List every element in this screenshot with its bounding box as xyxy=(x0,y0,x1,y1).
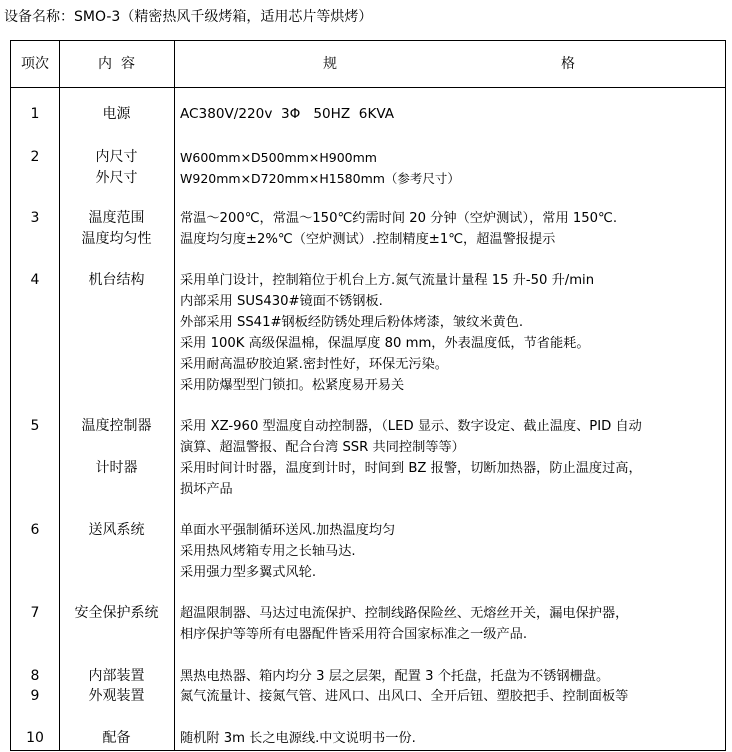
spec-line: W600mm×D500mm×H900mm xyxy=(180,150,377,165)
item-line: 外尺寸 xyxy=(95,170,138,186)
row-spec xyxy=(180,104,394,125)
row-item xyxy=(58,147,175,189)
row-spec xyxy=(180,270,594,396)
spec-line: 采用单门设计，控制箱位于机台上方.氮气流量计量程 15 升-50 升/min xyxy=(180,273,595,288)
row-number: 7 xyxy=(30,605,40,621)
spec-line: 内部采用 SUS430#镜面不锈钢板. xyxy=(180,294,383,309)
table-bottom-border xyxy=(10,750,726,751)
spec-line: AC380V/220v 3Φ 50HZ 6KVA xyxy=(180,106,395,122)
header-spec-right: 格 xyxy=(561,56,575,72)
row-number: 4 xyxy=(30,272,40,288)
row-item: 机台结构 xyxy=(88,272,145,288)
row-number: 6 xyxy=(30,522,40,538)
row-spec xyxy=(180,666,609,687)
spec-line: 采用时间计时器，温度到计时，时间到 BZ 报警，切断加热器，防止温度过高， xyxy=(180,461,642,476)
spec-line: 黑热电热器、箱内均分 3 层之层架，配置 3 个托盘，托盘为不锈钢栅盘。 xyxy=(180,669,610,684)
spec-line: 单面水平强制循环送风.加热温度均匀 xyxy=(180,523,396,538)
header-index: 项次 xyxy=(21,56,49,72)
spec-line: 温度均匀度±2%℃（空炉测试）.控制精度±1℃，超温警报提示 xyxy=(180,232,556,247)
row-item: 内部装置 xyxy=(88,668,145,684)
row-spec xyxy=(180,416,642,500)
row-item: 配备 xyxy=(102,730,131,746)
spec-line: 相序保护等等所有电器配件皆采用符合国家标准之一级产品. xyxy=(180,627,528,642)
row-spec xyxy=(180,147,460,189)
spec-line: 演算、超温警报、配合台湾 SSR 共同控制等等） xyxy=(180,440,465,455)
spec-line: 采用防爆型型门锁扣。松紧度易开易关 xyxy=(180,378,405,393)
spec-line: 氮气流量计、接氮气管、进风口、出风口、全开后钮、塑胶把手、控制面板等 xyxy=(180,689,629,704)
row-item: 计时器 xyxy=(95,460,138,476)
row-number: 2 xyxy=(30,149,40,165)
table-header-divider xyxy=(10,87,726,88)
row-item: 送风系统 xyxy=(88,522,145,538)
row-spec xyxy=(180,520,395,583)
row-spec xyxy=(180,208,617,250)
spec-line: 采用 XZ-960 型温度自动控制器，（LED 显示、数字设定、截止温度、PID 自动 xyxy=(180,419,642,434)
spec-line: 采用耐高温矽胶迫紧.密封性好，环保无污染。 xyxy=(180,357,448,372)
row-spec xyxy=(180,603,628,645)
spec-line: 采用热风烤箱专用之长轴马达. xyxy=(180,544,356,559)
spec-line: 采用强力型多翼式风轮. xyxy=(180,565,317,580)
row-item: 电源 xyxy=(102,106,131,122)
row-item: 安全保护系统 xyxy=(74,605,159,621)
spec-line: 常温～200℃，常温～150℃约需时间 20 分钟（空炉测试），常用 150℃. xyxy=(180,211,618,226)
item-line: 温度范围 xyxy=(88,210,145,226)
table-top-border xyxy=(10,40,726,41)
row-number: 9 xyxy=(30,688,40,704)
row-number: 1 xyxy=(30,106,40,122)
document-title: 设备名称：SMO-3（精密热风千级烤箱，适用芯片等烘烤） xyxy=(4,9,373,25)
spec-line: 外部采用 SS41#钢板经防锈处理后粉体烤漆，皱纹米黄色. xyxy=(180,315,524,330)
row-number: 3 xyxy=(30,210,40,226)
spec-line: 随机附 3m 长之电源线.中文说明书一份. xyxy=(180,731,416,746)
row-number: 5 xyxy=(30,418,40,434)
item-line: 温度均匀性 xyxy=(81,231,152,247)
spec-line: 采用 100K 高级保温棉，保温厚度 80 mm，外表温度低，节省能耗。 xyxy=(180,336,590,351)
row-item: 温度控制器 xyxy=(81,418,152,434)
header-spec-left: 规 xyxy=(323,56,337,72)
row-number: 10 xyxy=(26,730,44,746)
table-right-border xyxy=(725,40,726,751)
row-spec xyxy=(180,686,628,707)
spec-line: 超温限制器、马达过电流保护、控制线路保险丝、无熔丝开关，漏电保护器， xyxy=(180,606,629,621)
row-item: 外观装置 xyxy=(88,688,145,704)
item-line: 内尺寸 xyxy=(95,149,138,165)
spec-line: W920mm×D720mm×H1580mm（参考尺寸） xyxy=(180,171,460,186)
row-item xyxy=(58,208,175,250)
row-number: 8 xyxy=(30,668,40,684)
spec-line: 损坏产品 xyxy=(180,482,233,497)
row-spec xyxy=(180,728,416,749)
header-content: 内 容 xyxy=(98,56,135,72)
